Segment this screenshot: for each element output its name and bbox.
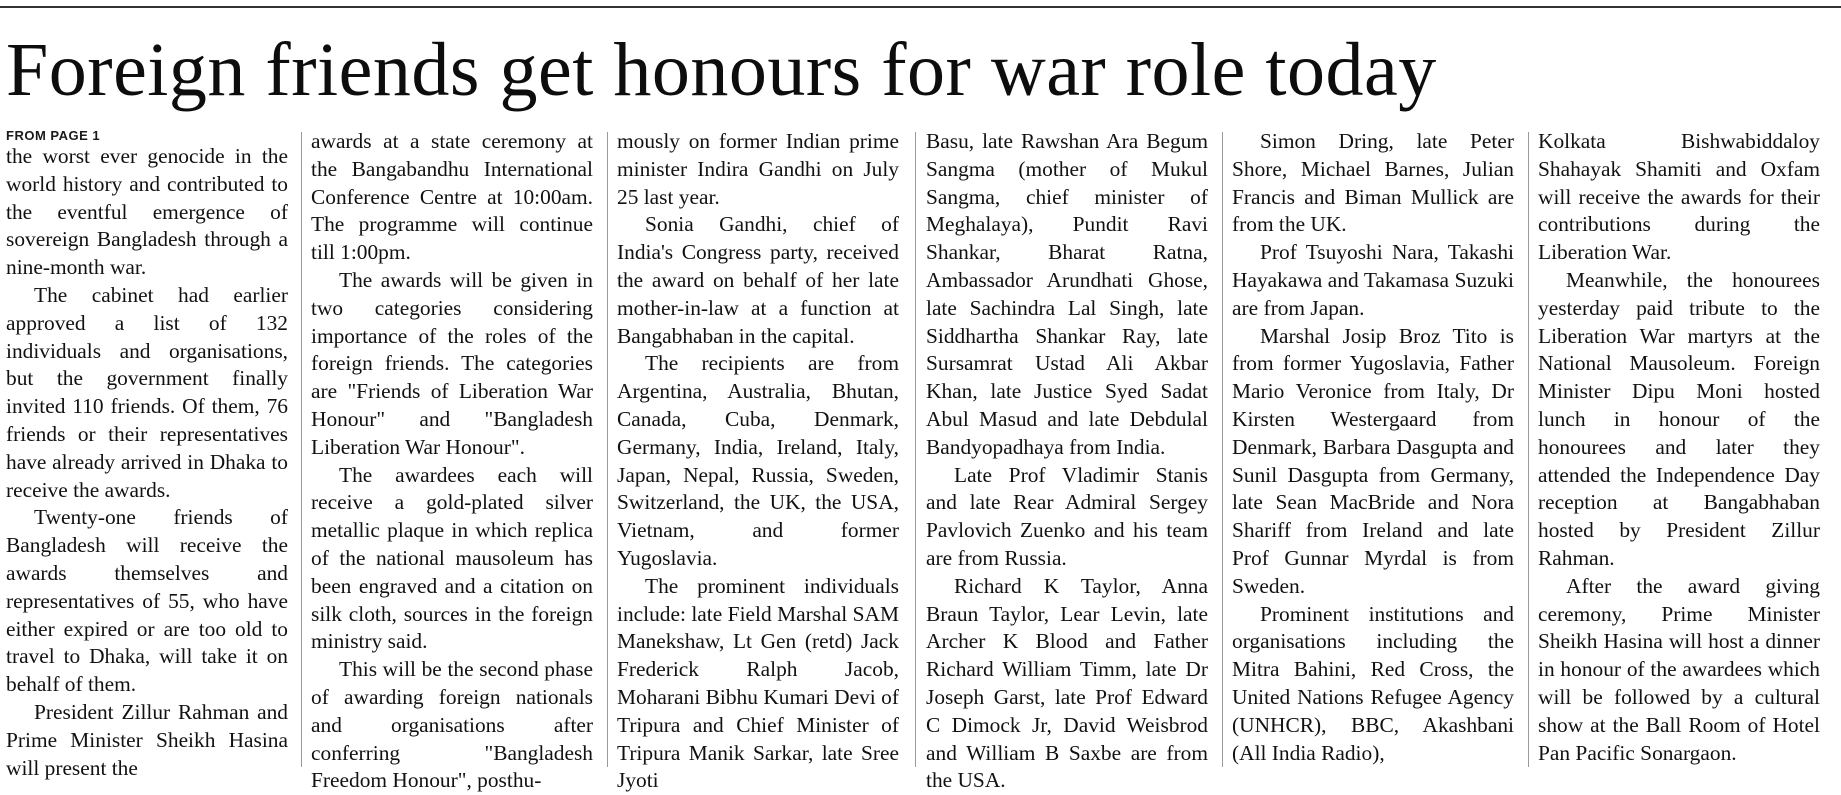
- paragraph: Meanwhile, the honourees yesterday paid tribute to the Liberation War martyrs at the National Mausoleum. Foreign Minister Dipu Moni hosted lunch in honour of the honourees and later they attended the Independence Day reception at Bangabhaban hosted by President Zillur Rahman.: [1538, 267, 1820, 570]
- article-column-5: [1232, 128, 1514, 767]
- column-rule: [301, 132, 302, 767]
- paragraph: Late Prof Vladimir Stanis and late Rear Admiral Sergey Pavlovich Zuenko and his team are from Russia.: [926, 462, 1208, 570]
- paragraph: The awardees each will receive a gold-plated silver metallic plaque in which replica of the national mausoleum has been engraved and a citation on silk cloth, sources in the foreign ministry said.: [311, 462, 593, 654]
- headline: Foreign friends get honours for war role today: [6, 28, 1437, 112]
- paragraph: Basu, late Rawshan Ara Begum Sangma (mother of Mukul Sangma, chief minister of Meghalaya), Pundit Ravi Shankar, Bharat Ratna, Ambassador Arundhati Ghose, late Sachindra Lal Singh, late Siddhartha Shankar Ray, late Sursamrat Ustad Ali Akbar Khan, late Justice Syed Sadat Abul Masud and late Debdulal Bandyopadhaya from India.: [926, 129, 1208, 459]
- paragraph: After the award giving ceremony, Prime Minister Sheikh Hasina will host a dinner in honour of the awardees which will be followed by a cultural show at the Ball Room of Hotel Pan Pacific Sonargaon.: [1538, 573, 1820, 765]
- jump-label: FROM PAGE 1: [6, 128, 101, 143]
- paragraph: The prominent individuals include: late Field Marshal SAM Manekshaw, Lt Gen (retd) Jack Frederick Ralph Jacob, Moharani Bibhu Kumari Devi of Tripura and Chief Minister of Tripura Manik Sarkar, late Sree Jyoti: [617, 573, 899, 793]
- paragraph: Marshal Josip Broz Tito is from former Yugoslavia, Father Mario Veronice from Italy, Dr Kirsten Westergaard from Denmark, Barbara Dasgupta and Sunil Dasgupta from Germany, late Sean MacBride and Nora Shariff from Ireland and late Prof Gunnar Myrdal is from Sweden.: [1232, 323, 1514, 598]
- article-column-6: [1538, 128, 1820, 767]
- paragraph: the worst ever genocide in the world history and contributed to the eventful emergence of sovereign Bangladesh through a nine-month war.: [6, 144, 288, 280]
- paragraph: Simon Dring, late Peter Shore, Michael Barnes, Julian Francis and Biman Mullick are from the UK.: [1232, 129, 1514, 237]
- paragraph: This will be the second phase of awarding foreign nationals and organisations after conferring "Bangladesh Freedom Honour", posthu-: [311, 657, 593, 793]
- paragraph: The recipients are from Argentina, Australia, Bhutan, Canada, Cuba, Denmark, Germany, India, Ireland, Italy, Japan, Nepal, Russia, Sweden, Switzerland, the UK, the USA, Vietnam, and former Yugoslavia.: [617, 351, 899, 570]
- paragraph: President Zillur Rahman and Prime Minister Sheikh Hasina will present the: [6, 699, 288, 780]
- paragraph: Sonia Gandhi, chief of India's Congress party, received the award on behalf of her late mother-in-law at a function at Bangabhaban in the capital.: [617, 212, 899, 348]
- article-column-4: [926, 128, 1208, 795]
- paragraph: The awards will be given in two categories considering importance of the roles of the foreign friends. The categories are "Friends of Liberation War Honour" and "Bangladesh Liberation War Honour".: [311, 267, 593, 459]
- paragraph: Kolkata Bishwabiddaloy Shahayak Shamiti and Oxfam will receive the awards for their contributions during the Liberation War.: [1538, 129, 1820, 265]
- article-column-3: [617, 128, 899, 795]
- paragraph: Twenty-one friends of Bangladesh will receive the awards themselves and representatives of 55, who have either expired or are too old to travel to Dhaka, will take it on behalf of them.: [6, 505, 288, 697]
- paragraph: Prominent institutions and organisations including the Mitra Bahini, Red Cross, the United Nations Refugee Agency (UNHCR), BBC, Akashbani (All India Radio),: [1232, 601, 1514, 765]
- column-rule: [1222, 132, 1223, 767]
- column-rule: [915, 132, 916, 767]
- paragraph: Prof Tsuyoshi Nara, Takashi Hayakawa and Takamasa Suzuki are from Japan.: [1232, 240, 1514, 320]
- column-rule: [607, 132, 608, 767]
- article-column-1: [6, 128, 288, 782]
- article-column-2: [311, 128, 593, 795]
- paragraph: mously on former Indian prime minister Indira Gandhi on July 25 last year.: [617, 129, 899, 209]
- column-rule: [1528, 132, 1529, 767]
- top-rule: [0, 6, 1841, 8]
- paragraph: awards at a state ceremony at the Bangabandhu International Conference Centre at 10:00am. The programme will continue till 1:00pm.: [311, 129, 593, 265]
- paragraph: The cabinet had earlier approved a list of 132 individuals and organisations, but the government finally invited 110 friends. Of them, 76 friends or their representatives have already arrived in Dhaka to receive the awards.: [6, 282, 288, 502]
- paragraph: Richard K Taylor, Anna Braun Taylor, Lear Levin, late Archer K Blood and Father Richard William Timm, late Dr Joseph Garst, late Prof Edward C Dimock Jr, David Weisbrod and William B Saxbe are from the USA.: [926, 573, 1208, 793]
